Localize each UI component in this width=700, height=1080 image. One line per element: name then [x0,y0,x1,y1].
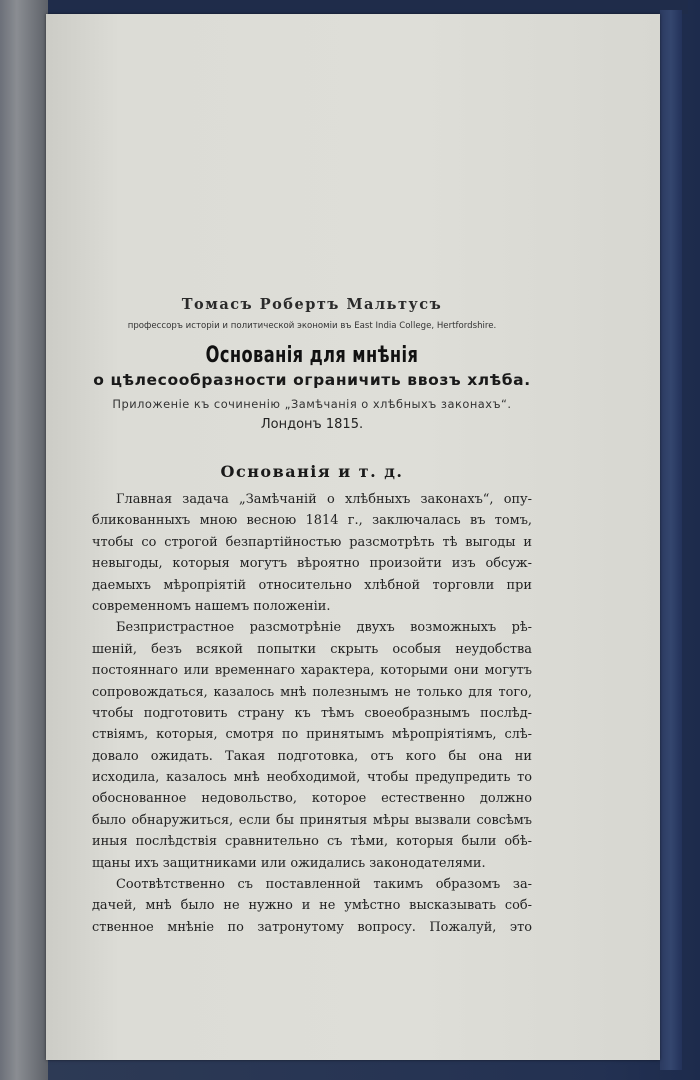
text-line: довало ожидать. Такая подготовка, отъ кого бы она ни [92,748,532,764]
paragraph-3 [92,874,532,938]
paragraph-2 [92,617,532,874]
text-line: Главная задача „Замѣчаній о хлѣбныхъ законахъ“, опу- [116,492,532,507]
supplement-note: Приложеніе къ сочиненію „Замѣчанія о хлѣбныхъ законахъ“. [112,397,512,411]
page-content [92,292,532,938]
text-line: дачей, мнѣ было не нужно и не умѣстно высказывать соб- [92,898,532,914]
text-line: иныя послѣдствія сравнительно съ тѣми, которыя были обѣ- [92,834,532,850]
author-name: Томасъ Робертъ Мальтусъ [181,296,443,313]
main-title: Основанія для мнѣнія [205,343,419,368]
text-line: было обнаружиться, если бы принятыя мѣры вызвали совсѣмъ [92,812,532,828]
text-line: ственное мнѣніе по затронутому вопросу. Пожалуй, это [92,919,532,935]
page-top-edge [48,0,688,14]
book-spine-edge [0,0,48,1080]
text-line: Безпристрастное разсмотрѣніе двухъ возможныхъ рѣ- [116,620,532,636]
body-text [92,489,532,938]
text-line: постояннаго или временнаго характера, которыми они могутъ [92,663,532,679]
section-heading: Основанія и т. д. [220,462,404,481]
text-line: Соотвѣтственно съ поставленной такимъ образомъ за- [116,877,532,893]
text-line: шеній, безъ всякой попытки скрыть особыя неудобства [92,641,532,657]
author-affiliation: профессоръ исторіи и политической экономіи въ East India College, Hertfordshire. [127,321,497,331]
text-line: даемыхъ мѣропріятій относительно хлѣбной торговли при [92,577,532,593]
text-line: сопровождаться, казалось мнѣ полезнымъ не только для того, [92,684,532,700]
text-line: обоснованное недовольство, которое естественно должно [92,791,532,807]
text-line: исходила, казалось мнѣ необходимой, чтобы предупредить то [92,770,532,786]
text-line: чтобы со строгой безпартійностью разсмотрѣть тѣ выгоды и [92,534,532,550]
text-line: чтобы подготовить страну къ тѣмъ своеобразнымъ послѣд- [92,705,532,721]
text-line: щаны ихъ защитниками или ожидались законодателями. [92,855,486,871]
text-line: современномъ нашемъ положеніи. [92,598,331,614]
text-line: ствіямъ, которыя, смотря по принятымъ мѣропріятіямъ, слѣ- [92,727,532,743]
subtitle: о цѣлесообразности ограничить ввозъ хлѣба. [93,371,531,389]
paragraph-1 [92,489,532,617]
place-and-date: Лондонъ 1815. [260,417,364,432]
book-cover-edge [660,10,682,1070]
text-line: бликованныхъ мною весною 1814 г., заключалась въ томъ, [92,513,532,529]
text-line: невыгоды, которыя могутъ вѣроятно произойти изъ обсуж- [92,556,532,572]
